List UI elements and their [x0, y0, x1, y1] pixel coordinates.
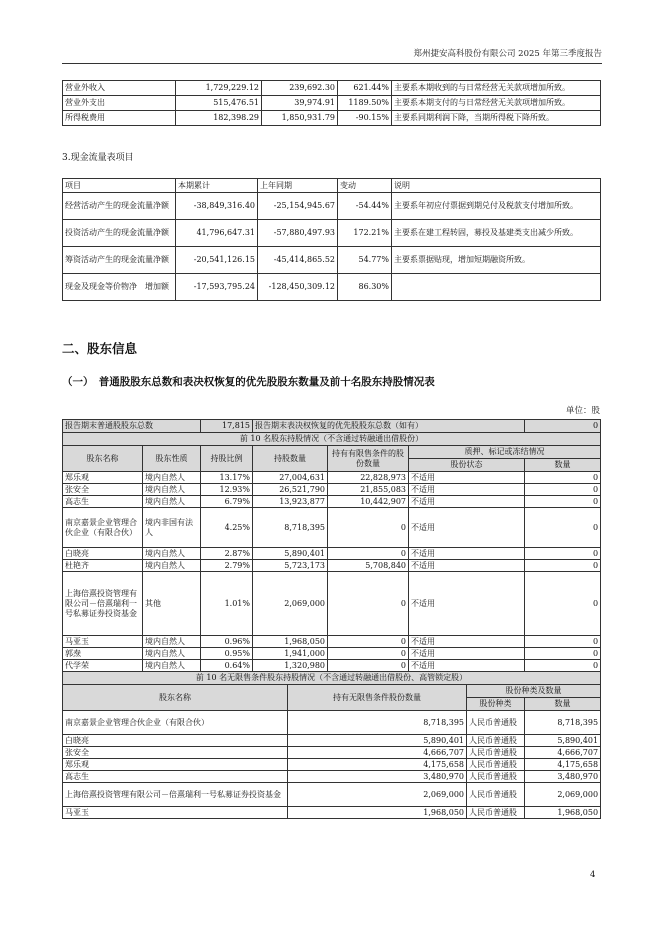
item-cell: 营业外收入	[63, 81, 176, 96]
holder-count: 0	[525, 548, 601, 560]
holder-ratio: 6.79%	[201, 496, 253, 508]
unrestricted-count: 4,175,658	[525, 759, 601, 771]
total-holders-value: 17,815	[201, 420, 253, 433]
unrestricted-name: 郑乐观	[63, 759, 288, 771]
section-subtitle: （一） 普通股股东总数和表决权恢复的优先股股东数量及前十名股东持股情况表	[62, 376, 435, 388]
holder-restricted: 0	[328, 548, 409, 560]
holder-status: 不适用	[409, 484, 525, 496]
holder-nature: 境内非国有法人	[143, 508, 201, 548]
unrestricted-type: 人民币普通股	[467, 807, 525, 819]
holder-name: 马亚玉	[63, 636, 143, 648]
change-cell: 172.21%	[338, 220, 392, 247]
unrestricted-name: 南京嘉景企业管理合伙企业（有限合伙）	[63, 711, 288, 735]
table-header-row	[63, 446, 601, 459]
holder-status: 不适用	[409, 508, 525, 548]
header-qty: 持股数量	[253, 446, 328, 472]
reason-cell: 主要系在建工程转固，募投及基建类支出减少所致。	[392, 220, 601, 247]
unrestricted-name: 白晓亮	[63, 735, 288, 747]
holder-status: 不适用	[409, 548, 525, 560]
holder-qty: 13,923,877	[253, 496, 328, 508]
reason-cell: 主要系同期利润下降，当期所得税下降所致。	[392, 111, 601, 126]
holder-nature: 境内自然人	[143, 496, 201, 508]
unrestricted-qty: 8,718,395	[288, 711, 467, 735]
current-cell: -38,849,316.40	[176, 193, 258, 220]
prior-cell: -57,880,497.93	[258, 220, 338, 247]
holder-qty: 5,723,173	[253, 560, 328, 572]
prior-cell: -25,154,945.67	[258, 193, 338, 220]
holder-ratio: 2.87%	[201, 548, 253, 560]
holder-count: 0	[525, 636, 601, 648]
unit-label: 单位：股	[565, 406, 600, 416]
unrestricted-name: 张安全	[63, 747, 288, 759]
header-ratio: 持股比例	[201, 446, 253, 472]
prior-cell: -45,414,865.52	[258, 247, 338, 274]
header-count: 数量	[525, 459, 601, 472]
top10-title: 前 10 名股东持股情况（不含通过转融通出借股份）	[63, 433, 601, 446]
holder-name: 代学荣	[63, 660, 143, 672]
holder-count: 0	[525, 472, 601, 484]
change-cell: 54.77%	[338, 247, 392, 274]
total-holders-label: 报告期末普通股股东总数	[63, 420, 201, 433]
prior-cell: 39,974.91	[262, 96, 338, 111]
unrestricted-count: 1,968,050	[525, 807, 601, 819]
holder-ratio: 13.17%	[201, 472, 253, 484]
header-nature: 股东性质	[143, 446, 201, 472]
holder-nature: 境内自然人	[143, 660, 201, 672]
header-unrestricted-qty: 持有无限售条件股份数量	[288, 685, 467, 711]
table-row	[63, 572, 601, 636]
holder-restricted: 21,855,083	[328, 484, 409, 496]
holder-name: 南京嘉景企业管理合伙企业（有限合伙）	[63, 508, 143, 548]
holder-status: 不适用	[409, 560, 525, 572]
income-items-table	[62, 80, 601, 126]
unrestricted-type: 人民币普通股	[467, 759, 525, 771]
unrestricted-qty: 4,175,658	[288, 759, 467, 771]
holder-restricted: 5,708,840	[328, 560, 409, 572]
holder-nature: 境内自然人	[143, 484, 201, 496]
unrestricted-count: 8,718,395	[525, 711, 601, 735]
table-row	[63, 484, 601, 496]
holder-qty: 27,004,631	[253, 472, 328, 484]
holder-ratio: 12.93%	[201, 484, 253, 496]
unrestricted-title: 前 10 名无限售条件股东持股情况（不含通过转融通出借股份、高管锁定股）	[63, 672, 601, 685]
holder-count: 0	[525, 660, 601, 672]
unrestricted-count: 5,890,401	[525, 735, 601, 747]
table-row	[63, 548, 601, 560]
holder-qty: 5,890,401	[253, 548, 328, 560]
table-row	[63, 111, 601, 126]
totals-row	[63, 420, 601, 433]
holder-qty: 1,941,000	[253, 648, 328, 660]
pref-holders-value: 0	[525, 420, 601, 433]
table-row	[63, 660, 601, 672]
change-cell: 86.30%	[338, 274, 392, 301]
change-cell: -90.15%	[338, 111, 392, 126]
holder-ratio: 0.95%	[201, 648, 253, 660]
item-cell: 投资活动产生的现金流量净额	[63, 220, 176, 247]
holder-status: 不适用	[409, 496, 525, 508]
holder-name: 郭焘	[63, 648, 143, 660]
item-cell: 营业外支出	[63, 96, 176, 111]
table-row	[63, 747, 601, 759]
header-item: 项目	[63, 179, 176, 193]
unrestricted-qty: 1,968,050	[288, 807, 467, 819]
table-row	[63, 496, 601, 508]
header-type-group: 股份种类及数量	[467, 685, 601, 698]
holder-ratio: 4.25%	[201, 508, 253, 548]
change-cell: 621.44%	[338, 81, 392, 96]
item-cell: 筹资活动产生的现金流量净额	[63, 247, 176, 274]
current-cell: 515,476.51	[176, 96, 262, 111]
holder-qty: 2,069,000	[253, 572, 328, 636]
table-row	[63, 783, 601, 807]
header-unrestricted-name: 股东名称	[63, 685, 288, 711]
current-cell: 1,729,229.12	[176, 81, 262, 96]
header-divider	[62, 63, 602, 64]
table-row	[63, 508, 601, 548]
unrestricted-name: 上海倍熹投资管理有限公司－倍熹瑞利一号私募证券投资基金	[63, 783, 288, 807]
unrestricted-name: 马亚玉	[63, 807, 288, 819]
table-row	[63, 193, 601, 220]
reason-cell: 主要系本期收到的与日常经营无关款项增加所致。	[392, 81, 601, 96]
unrestricted-count: 2,069,000	[525, 783, 601, 807]
holder-status: 不适用	[409, 660, 525, 672]
holder-restricted: 0	[328, 648, 409, 660]
item-cell: 经营活动产生的现金流量净额	[63, 193, 176, 220]
table-row	[63, 472, 601, 484]
holder-name: 高志生	[63, 496, 143, 508]
holder-count: 0	[525, 484, 601, 496]
unrestricted-qty: 5,890,401	[288, 735, 467, 747]
unrestricted-qty: 4,666,707	[288, 747, 467, 759]
holder-ratio: 1.01%	[201, 572, 253, 636]
holder-qty: 1,320,980	[253, 660, 328, 672]
change-cell: -54.44%	[338, 193, 392, 220]
cashflow-section-title: 3.现金流量表项目	[62, 153, 134, 163]
unrestricted-title-row	[63, 672, 601, 685]
holder-status: 不适用	[409, 636, 525, 648]
holder-ratio: 0.64%	[201, 660, 253, 672]
report-header-title: 郑州捷安高科股份有限公司 2025 年第三季度报告	[413, 49, 602, 59]
unrestricted-qty: 3,480,970	[288, 771, 467, 783]
header-status: 股份状态	[409, 459, 525, 472]
reason-cell: 主要系本期支付的与日常经营无关款项增加所致。	[392, 96, 601, 111]
holder-status: 不适用	[409, 648, 525, 660]
current-cell: -17,593,795.24	[176, 274, 258, 301]
shareholders-table	[62, 419, 601, 819]
prior-cell: -128,450,309.12	[258, 274, 338, 301]
unrestricted-count: 3,480,970	[525, 771, 601, 783]
table-row	[63, 220, 601, 247]
current-cell: 182,398.29	[176, 111, 262, 126]
change-cell: 1189.50%	[338, 96, 392, 111]
table-row	[63, 648, 601, 660]
item-cell: 现金及现金等价物净 增加额	[63, 274, 176, 301]
unrestricted-name: 高志生	[63, 771, 288, 783]
prior-cell: 239,692.30	[262, 81, 338, 96]
header-restricted: 持有有限售条件的股份数量	[328, 446, 409, 472]
header-pledge: 质押、标记或冻结情况	[409, 446, 601, 459]
holder-nature: 境内自然人	[143, 548, 201, 560]
prior-cell: 1,850,931.79	[262, 111, 338, 126]
item-cell: 所得税费用	[63, 111, 176, 126]
table-row	[63, 771, 601, 783]
section-title: 二、股东信息	[62, 341, 138, 356]
holder-name: 杜艳齐	[63, 560, 143, 572]
holder-status: 不适用	[409, 472, 525, 484]
holder-nature: 境内自然人	[143, 636, 201, 648]
header-name: 股东名称	[63, 446, 143, 472]
current-cell: -20,541,126.15	[176, 247, 258, 274]
holder-name: 郑乐观	[63, 472, 143, 484]
table-row	[63, 735, 601, 747]
holder-qty: 8,718,395	[253, 508, 328, 548]
holder-count: 0	[525, 560, 601, 572]
holder-restricted: 22,828,973	[328, 472, 409, 484]
holder-nature: 境内自然人	[143, 472, 201, 484]
table-row	[63, 247, 601, 274]
holder-qty: 1,968,050	[253, 636, 328, 648]
holder-status: 不适用	[409, 572, 525, 636]
reason-cell: 主要系票据贴现，增加短期融资所致。	[392, 247, 601, 274]
holder-restricted: 0	[328, 660, 409, 672]
unrestricted-type: 人民币普通股	[467, 747, 525, 759]
pref-holders-label: 报告期末表决权恢复的优先股股东总数（如有）	[253, 420, 525, 433]
unrestricted-type: 人民币普通股	[467, 711, 525, 735]
holder-restricted: 0	[328, 572, 409, 636]
holder-count: 0	[525, 508, 601, 548]
unrestricted-count: 4,666,707	[525, 747, 601, 759]
table-header-row	[63, 685, 601, 698]
table-row	[63, 807, 601, 819]
holder-name: 白晓亮	[63, 548, 143, 560]
holder-name: 上海倍熹投资管理有限公司－倍熹瑞利一号私募证券投资基金	[63, 572, 143, 636]
header-type: 股份种类	[467, 698, 525, 711]
unrestricted-qty: 2,069,000	[288, 783, 467, 807]
holder-restricted: 0	[328, 636, 409, 648]
table-row	[63, 96, 601, 111]
top10-title-row	[63, 433, 601, 446]
current-cell: 41,796,647.31	[176, 220, 258, 247]
holder-restricted: 10,442,907	[328, 496, 409, 508]
holder-ratio: 0.96%	[201, 636, 253, 648]
table-row	[63, 81, 601, 96]
header-unrestricted-count: 数量	[525, 698, 601, 711]
table-row	[63, 759, 601, 771]
holder-ratio: 2.79%	[201, 560, 253, 572]
holder-count: 0	[525, 572, 601, 636]
unrestricted-type: 人民币普通股	[467, 783, 525, 807]
table-row	[63, 636, 601, 648]
holder-nature: 境内自然人	[143, 648, 201, 660]
holder-count: 0	[525, 648, 601, 660]
holder-nature: 其他	[143, 572, 201, 636]
holder-count: 0	[525, 496, 601, 508]
holder-restricted: 0	[328, 508, 409, 548]
cashflow-table	[62, 178, 601, 301]
header-reason: 说明	[392, 179, 601, 193]
table-row	[63, 274, 601, 301]
page-number: 4	[590, 870, 596, 880]
reason-cell: 主要系年初应付票据到期兑付及税款支付增加所致。	[392, 193, 601, 220]
holder-qty: 26,521,790	[253, 484, 328, 496]
header-prior: 上年同期	[258, 179, 338, 193]
table-header-row	[63, 179, 601, 193]
header-current: 本期累计	[176, 179, 258, 193]
unrestricted-type: 人民币普通股	[467, 771, 525, 783]
reason-cell	[392, 274, 601, 301]
holder-nature: 境内自然人	[143, 560, 201, 572]
holder-name: 张安全	[63, 484, 143, 496]
table-row	[63, 560, 601, 572]
unrestricted-type: 人民币普通股	[467, 735, 525, 747]
header-change: 变动	[338, 179, 392, 193]
table-row	[63, 711, 601, 735]
